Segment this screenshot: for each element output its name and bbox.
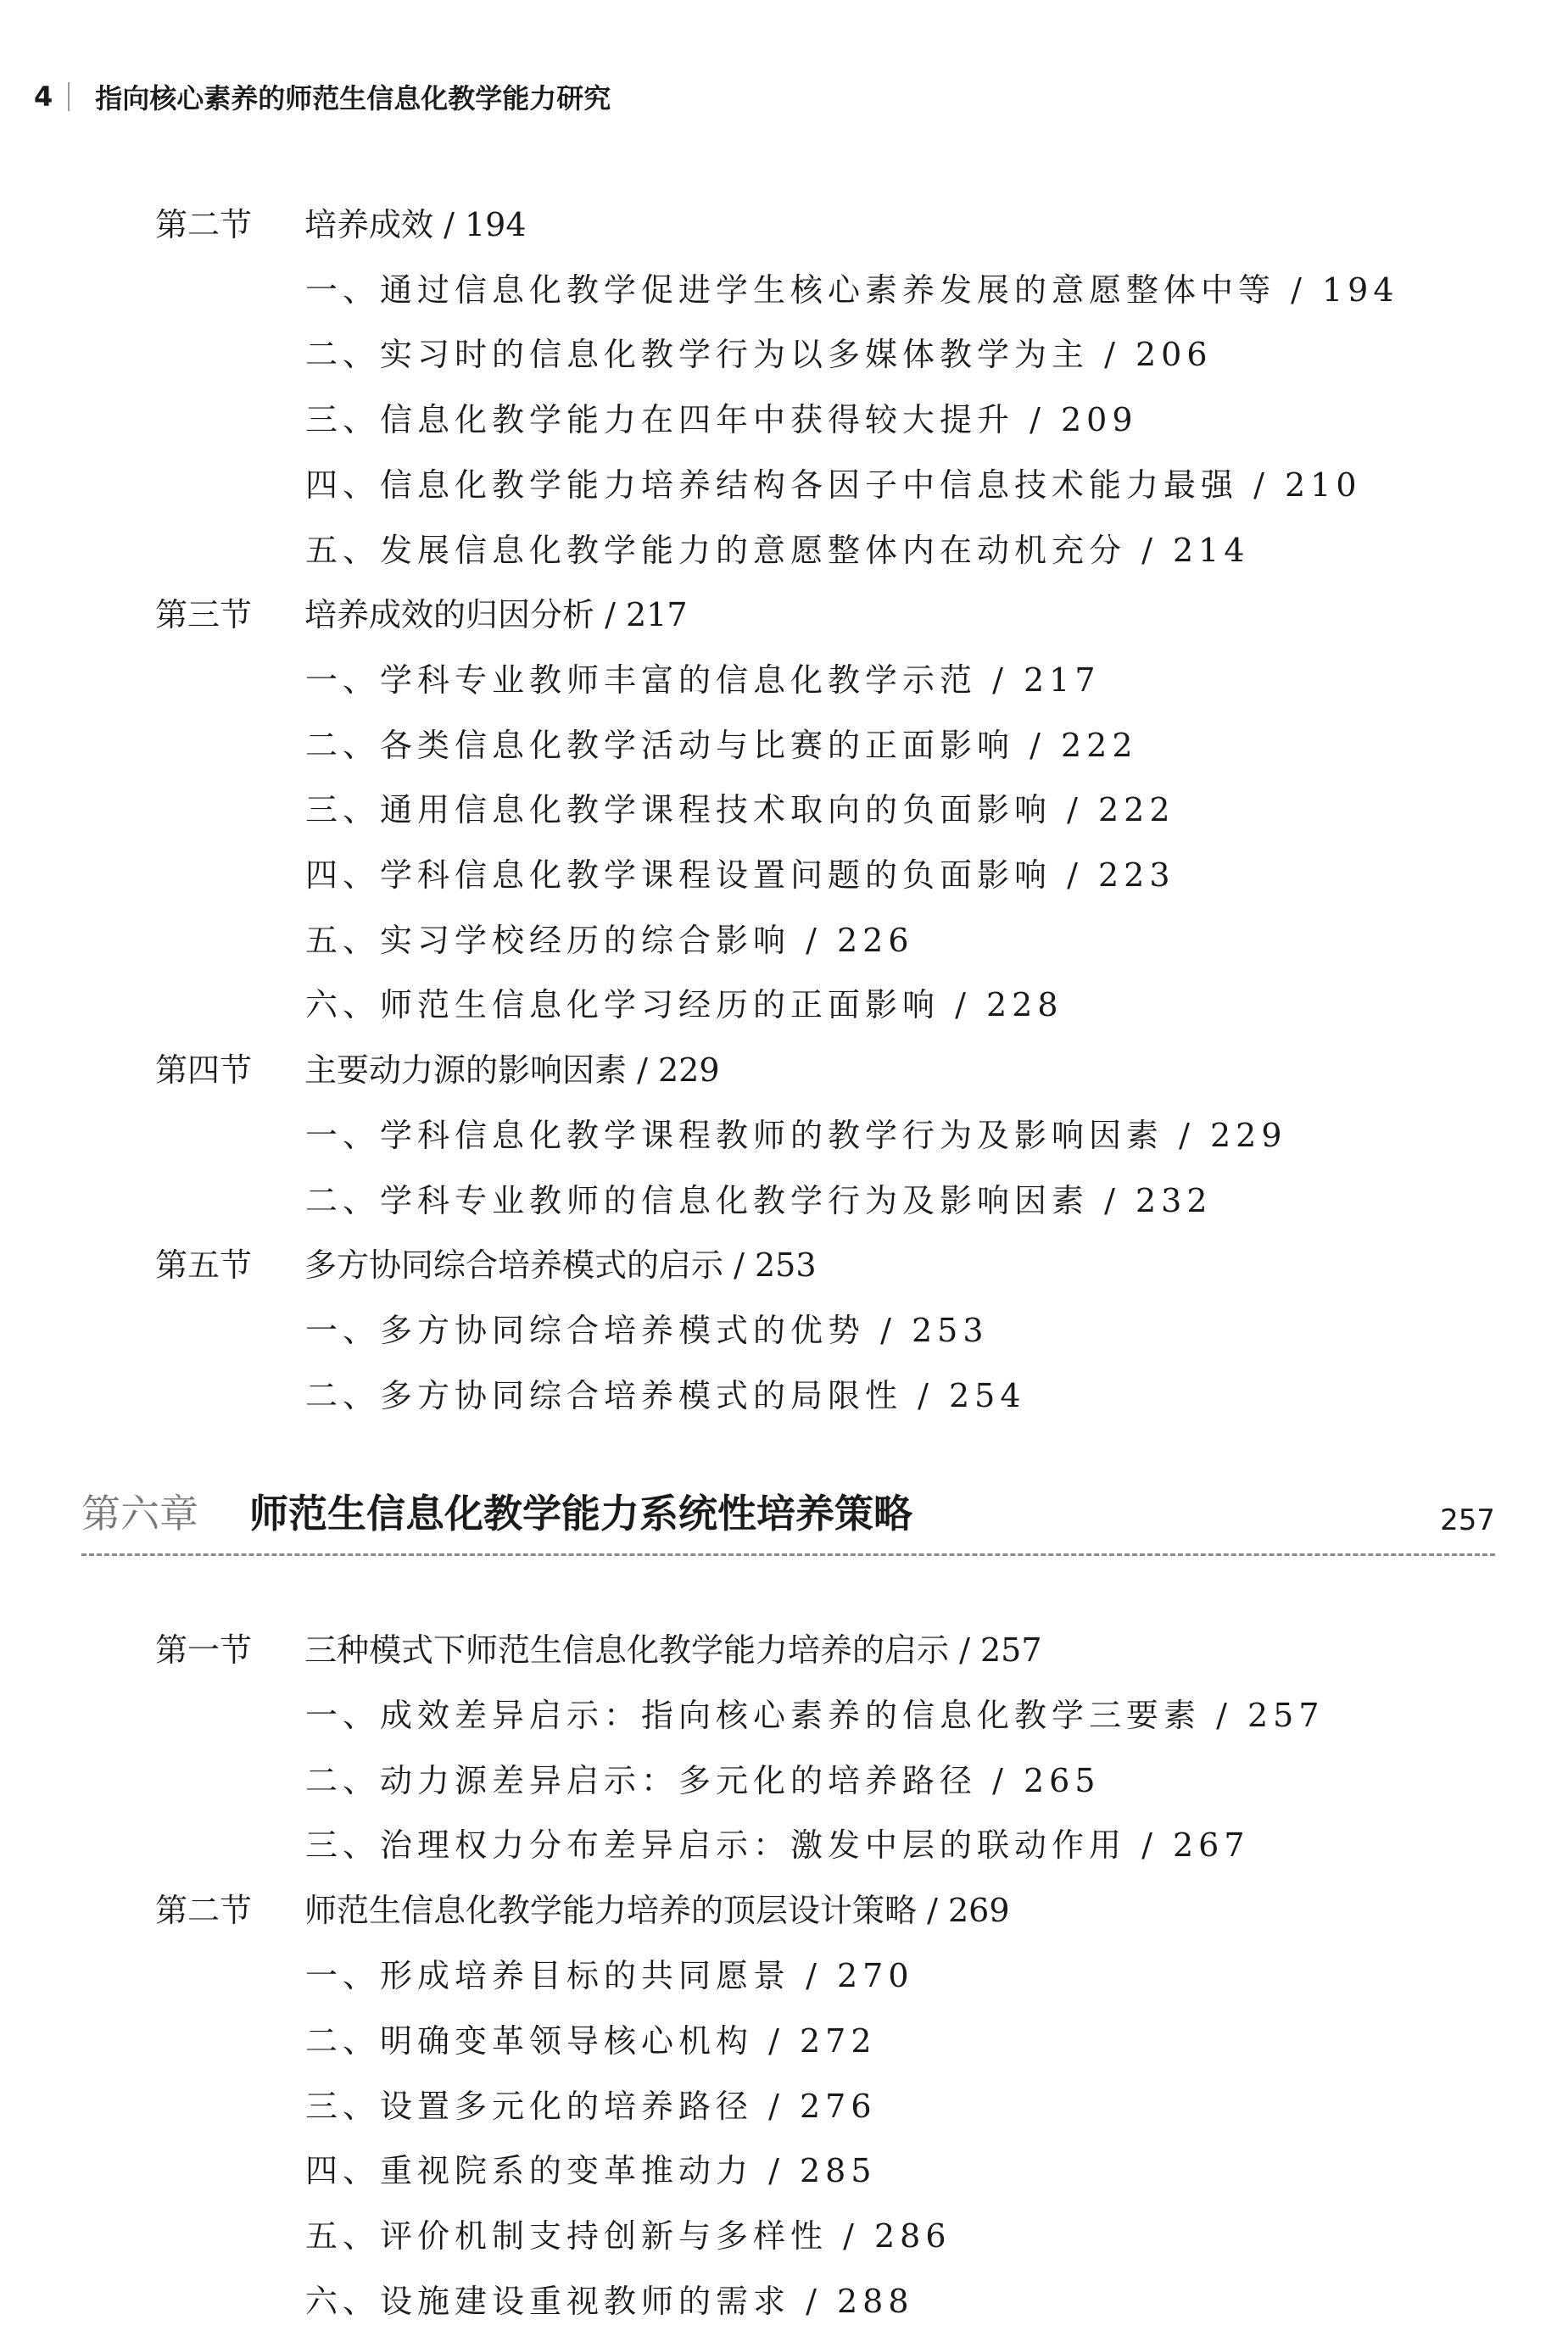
section-title: 多方协同综合培养模式的启示 / 253 <box>304 1246 817 1285</box>
section-label: 第二节 <box>155 1892 253 1930</box>
book-title: 指向核心素养的师范生信息化教学能力研究 <box>95 82 611 114</box>
section-label: 第四节 <box>155 1051 253 1090</box>
toc-section-row[interactable] <box>155 1244 817 1286</box>
toc-item[interactable]: 二、实习时的信息化教学行为以多媒体教学为主 / 206 <box>305 336 1213 374</box>
toc-item[interactable]: 二、明确变革领导核心机构 / 272 <box>305 2021 877 2060</box>
toc-section-row[interactable] <box>155 204 527 246</box>
toc-item[interactable]: 一、通过信息化教学促进学生核心素养发展的意愿整体中等 / 194 <box>305 270 1399 309</box>
toc-item[interactable]: 四、重视院系的变革推动力 / 285 <box>305 2152 877 2190</box>
section-title: 培养成效的归因分析 / 217 <box>304 596 688 634</box>
toc-item[interactable]: 三、设置多元化的培养路径 / 276 <box>305 2087 877 2125</box>
section-title: 主要动力源的影响因素 / 229 <box>304 1051 720 1090</box>
toc-item[interactable]: 一、多方协同综合培养模式的优势 / 253 <box>305 1311 989 1349</box>
toc-item[interactable]: 三、通用信息化教学课程技术取向的负面影响 / 222 <box>305 791 1175 829</box>
toc-item[interactable]: 二、学科专业教师的信息化教学行为及影响因素 / 232 <box>305 1181 1213 1219</box>
toc-item[interactable]: 一、形成培养目标的共同愿景 / 270 <box>305 1957 914 1994</box>
chapter-divider <box>81 1553 1495 1556</box>
toc-item[interactable]: 五、评价机制支持创新与多样性 / 286 <box>305 2217 951 2256</box>
section-title: 培养成效 / 194 <box>304 206 527 243</box>
toc-item[interactable]: 四、学科信息化教学课程设置问题的负面影响 / 223 <box>305 856 1175 894</box>
toc-section-row[interactable] <box>155 1889 1010 1932</box>
section-label: 第三节 <box>155 596 253 634</box>
toc-section-row[interactable] <box>155 1629 1042 1671</box>
running-header <box>34 78 611 115</box>
toc-item[interactable]: 六、设施建设重视教师的需求 / 288 <box>305 2283 914 2320</box>
page-number: 4 <box>34 81 53 113</box>
chapter-page-number: 257 <box>1440 1503 1495 1537</box>
toc-section-row[interactable] <box>155 594 688 636</box>
section-title: 师范生信息化教学能力培养的顶层设计策略 / 269 <box>304 1892 1010 1930</box>
toc-item[interactable]: 一、成效差异启示：指向核心素养的信息化教学三要素 / 257 <box>305 1696 1325 1734</box>
chapter-title: 师范生信息化教学能力系统性培养策略 <box>249 1491 912 1536</box>
chapter-label: 第六章 <box>81 1491 198 1536</box>
toc-item[interactable]: 四、信息化教学能力培养结构各因子中信息技术能力最强 / 210 <box>305 466 1362 504</box>
toc-item[interactable]: 二、各类信息化教学活动与比赛的正面影响 / 222 <box>305 726 1138 764</box>
chapter-heading[interactable] <box>81 1484 1495 1543</box>
toc-item[interactable]: 三、信息化教学能力在四年中获得较大提升 / 209 <box>305 401 1138 439</box>
toc-item[interactable]: 五、实习学校经历的综合影响 / 226 <box>305 921 914 959</box>
toc-item[interactable]: 二、多方协同综合培养模式的局限性 / 254 <box>305 1376 1026 1414</box>
header-separator <box>68 82 70 111</box>
toc-item[interactable]: 二、动力源差异启示：多元化的培养路径 / 265 <box>305 1761 1101 1799</box>
toc-item[interactable]: 一、学科专业教师丰富的信息化教学示范 / 217 <box>305 661 1101 699</box>
toc-item[interactable]: 三、治理权力分布差异启示：激发中层的联动作用 / 267 <box>305 1826 1250 1865</box>
section-label: 第一节 <box>155 1631 253 1669</box>
section-label: 第二节 <box>155 206 253 243</box>
toc-item[interactable]: 一、学科信息化教学课程教师的教学行为及影响因素 / 229 <box>305 1116 1287 1154</box>
toc-item[interactable]: 六、师范生信息化学习经历的正面影响 / 228 <box>305 986 1063 1024</box>
section-label: 第五节 <box>155 1246 253 1285</box>
toc-item[interactable]: 五、发展信息化教学能力的意愿整体内在动机充分 / 214 <box>305 531 1250 569</box>
toc-section-row[interactable] <box>155 1049 720 1091</box>
section-title: 三种模式下师范生信息化教学能力培养的启示 / 257 <box>304 1631 1042 1669</box>
